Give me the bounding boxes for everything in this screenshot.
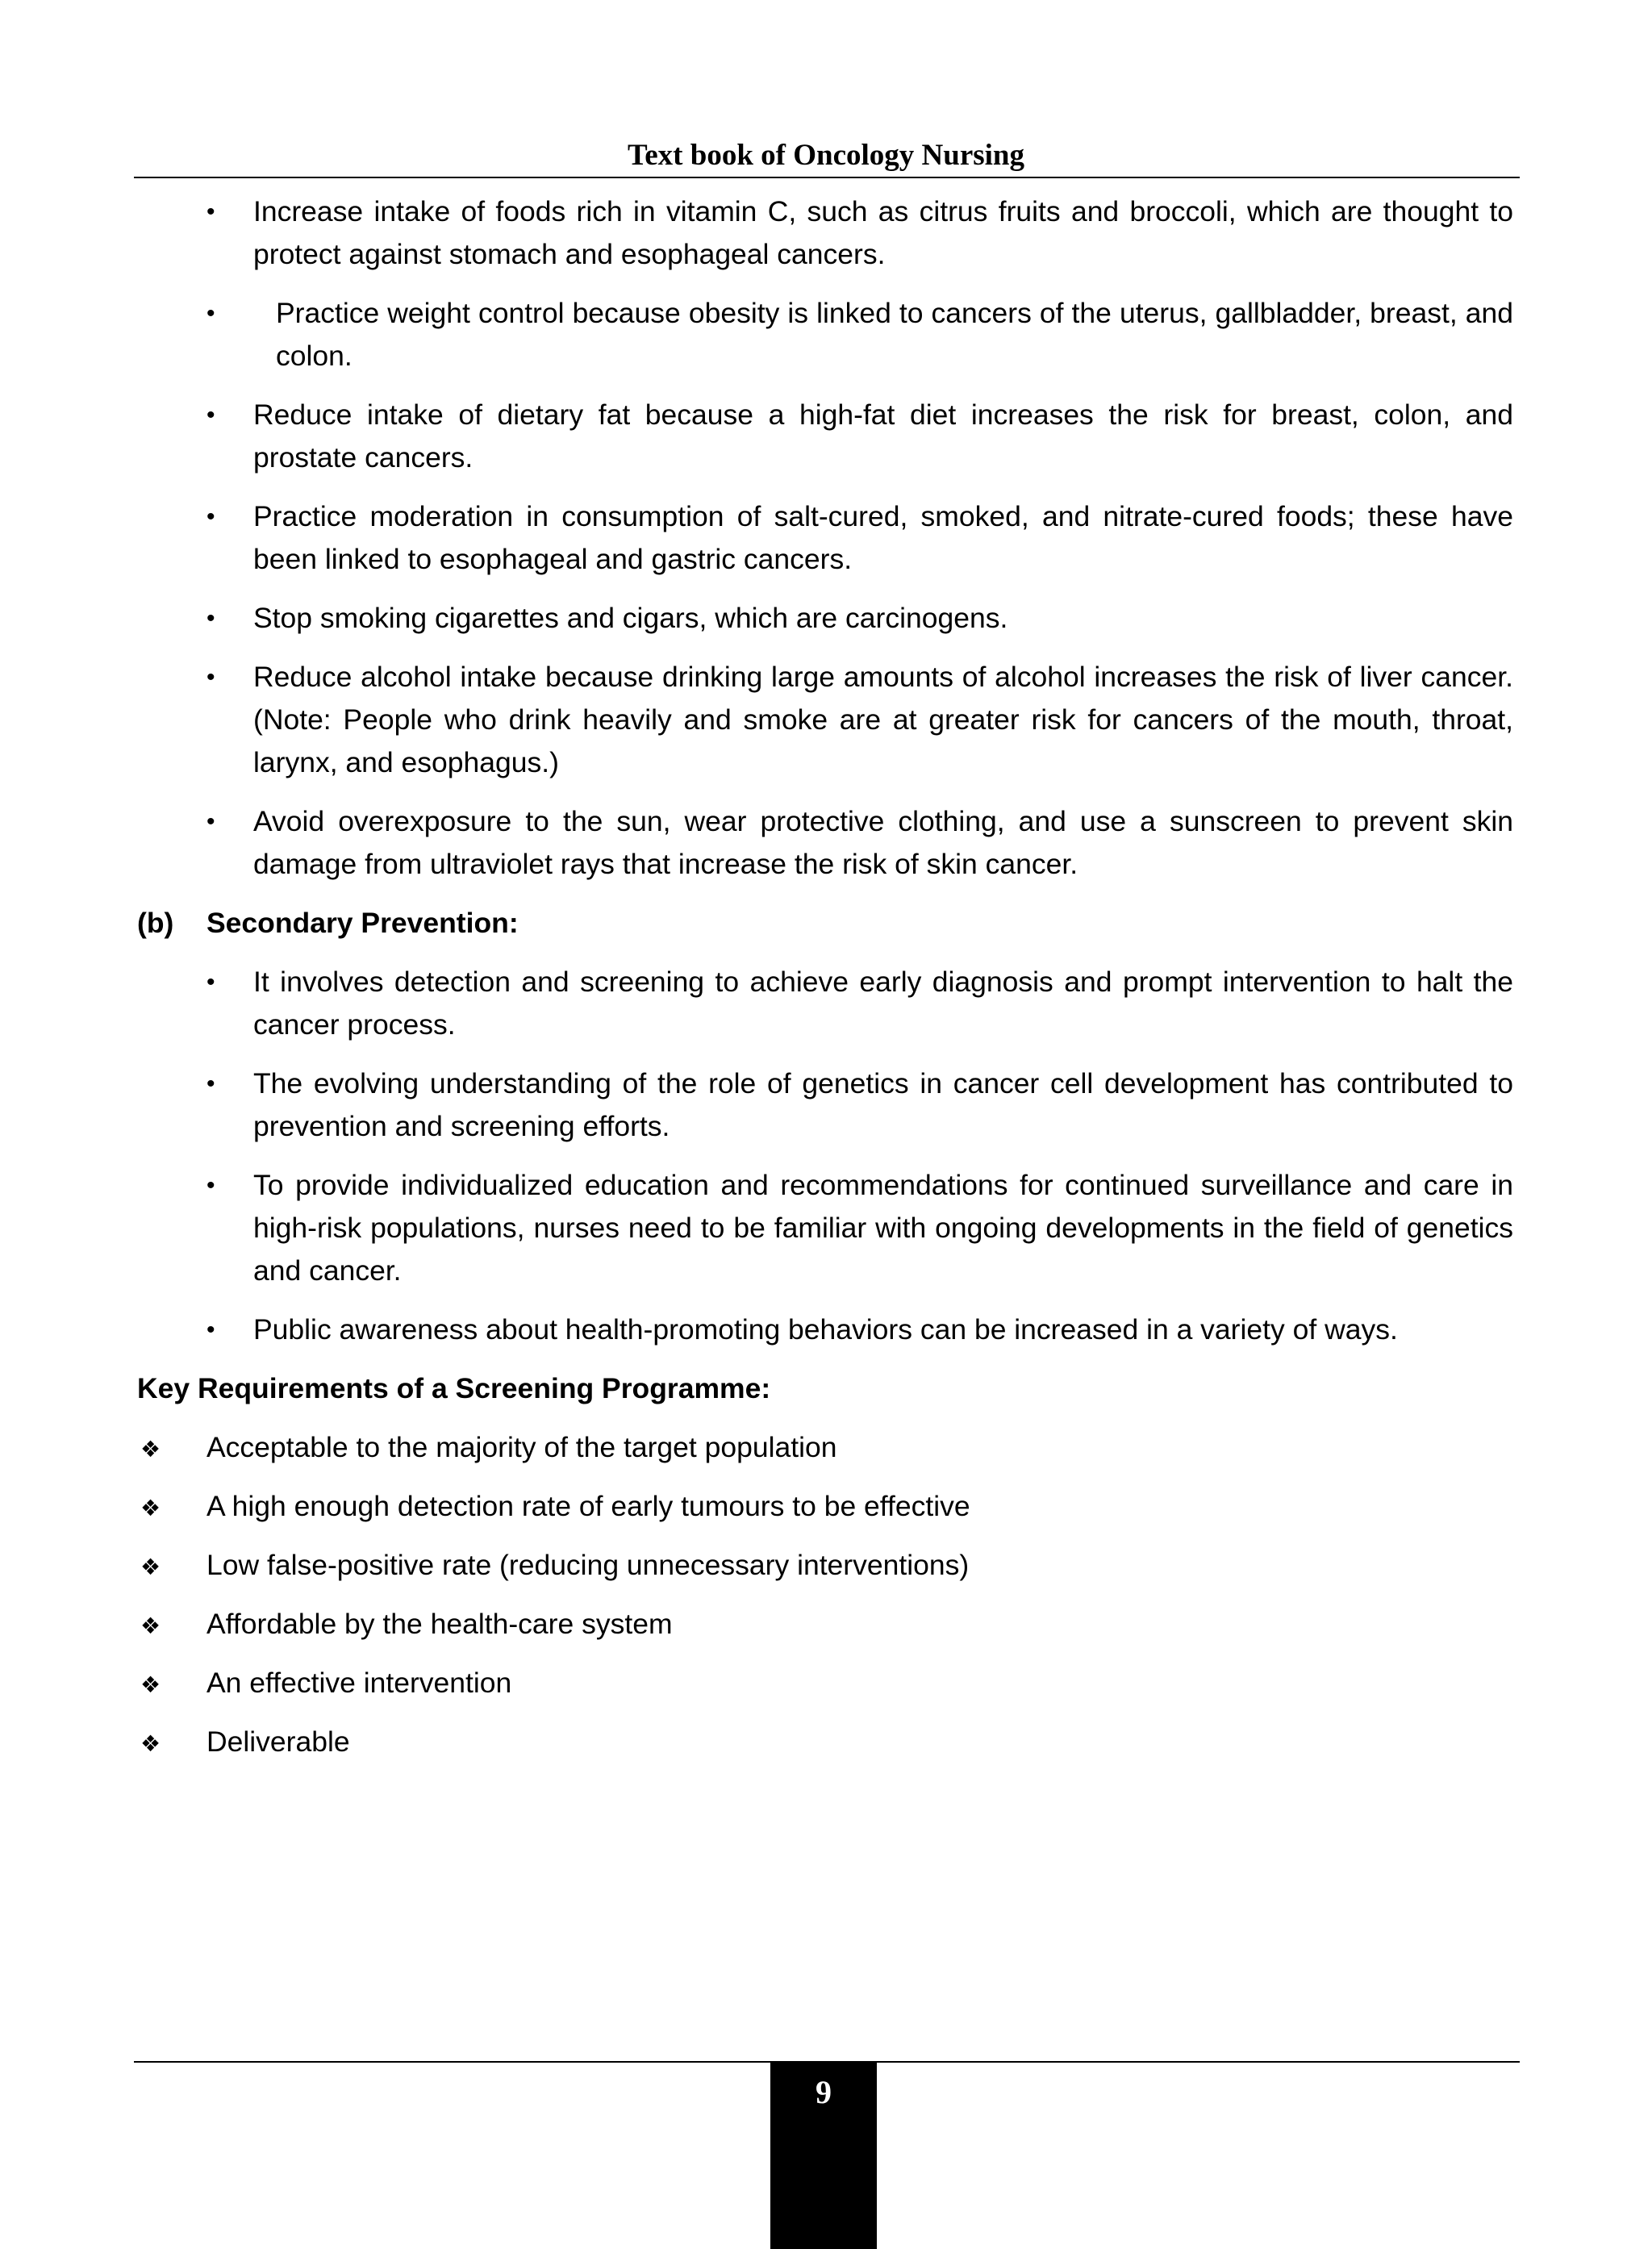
list-item: • The evolving understanding of the role of genetics in cancer cell development has contributed to prevention and screening efforts. — [134, 1062, 1520, 1148]
page-number-tab — [770, 2062, 877, 2249]
list-item: • Practice weight control because obesity is linked to cancers of the uterus, gallbladder, breast, and colon. — [134, 292, 1520, 378]
bullet-icon: • — [206, 1070, 215, 1097]
bullet-icon: • — [206, 605, 215, 632]
bullet-icon: • — [206, 503, 215, 530]
header-rule — [134, 177, 1520, 178]
page-number: 9 — [816, 2074, 832, 2110]
bullet-icon: • — [206, 1172, 215, 1199]
section-title: Secondary Prevention: — [206, 907, 519, 939]
list-item: • Practice moderation in consumption of salt-cured, smoked, and nitrate-cured foods; these have been linked to esophageal and gastric cancers. — [134, 495, 1520, 581]
list-item: ❖ Deliverable — [134, 1721, 1520, 1763]
diamond-bullet-icon: ❖ — [140, 1672, 161, 1697]
running-header: Text book of Oncology Nursing — [627, 139, 1025, 172]
bullet-icon: • — [206, 300, 215, 327]
list-item: • Avoid overexposure to the sun, wear protective clothing, and use a sunscreen to prevent skin damage from ultraviolet rays that increase the risk of skin cancer. — [134, 800, 1520, 886]
page-body — [134, 190, 1520, 1780]
bullet-icon: • — [206, 402, 215, 428]
list-item: • It involves detection and screening to achieve early diagnosis and prompt intervention to halt the cancer process. — [134, 961, 1520, 1046]
primary-prevention-list — [134, 190, 1520, 886]
list-item: • To provide individualized education and recommendations for continued surveillance and care in high-risk populations, nurses need to be familiar with ongoing developments in the field of genetics and cancer. — [134, 1164, 1520, 1292]
diamond-bullet-icon: ❖ — [140, 1613, 161, 1638]
diamond-bullet-icon: ❖ — [140, 1731, 161, 1756]
bullet-icon: • — [206, 808, 215, 835]
bullet-icon: • — [206, 969, 215, 995]
bullet-icon: • — [206, 664, 215, 691]
diamond-bullet-icon: ❖ — [140, 1496, 161, 1521]
secondary-prevention-heading — [134, 902, 1520, 945]
list-item: ❖ An effective intervention — [134, 1662, 1520, 1704]
list-item: • Public awareness about health-promoting behaviors can be increased in a variety of ways. — [134, 1308, 1520, 1351]
key-requirements-list — [134, 1426, 1520, 1763]
list-item: • Reduce intake of dietary fat because a high-fat diet increases the risk for breast, colon, and prostate cancers. — [134, 394, 1520, 479]
list-item: ❖ A high enough detection rate of early tumours to be effective — [134, 1485, 1520, 1528]
list-item: • Stop smoking cigarettes and cigars, which are carcinogens. — [134, 597, 1520, 640]
bullet-icon: • — [206, 198, 215, 225]
list-item: ❖ Acceptable to the majority of the target population — [134, 1426, 1520, 1469]
section-label: (b) — [137, 907, 174, 939]
list-item: • Increase intake of foods rich in vitamin C, such as citrus fruits and broccoli, which are thought to protect against stomach and esophageal cancers. — [134, 190, 1520, 276]
list-item: ❖ Low false-positive rate (reducing unnecessary interventions) — [134, 1544, 1520, 1587]
secondary-prevention-list — [134, 961, 1520, 1351]
diamond-bullet-icon: ❖ — [140, 1554, 161, 1579]
key-requirements-heading: Key Requirements of a Screening Programme: — [137, 1372, 771, 1404]
list-item: • Reduce alcohol intake because drinking large amounts of alcohol increases the risk of liver cancer. (Note: People who drink heavily and smoke are at greater risk for cancers of the mouth, throat, larynx, and esophagus.) — [134, 656, 1520, 784]
list-item: ❖ Affordable by the health-care system — [134, 1603, 1520, 1646]
diamond-bullet-icon: ❖ — [140, 1437, 161, 1462]
bullet-icon: • — [206, 1316, 215, 1343]
